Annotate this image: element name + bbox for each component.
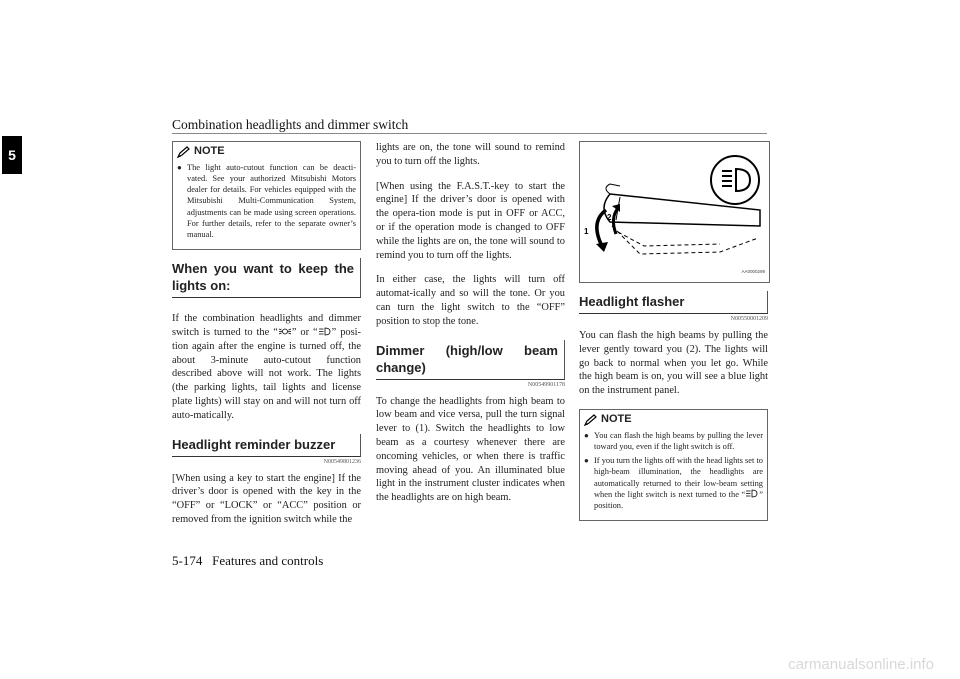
paragraph: [When using a key to start the engine] If the driver’s door is opened with the key in the “OFF” or “LOCK” or “ACC” position or removed from the ignition switch while the xyxy=(172,472,361,525)
page-footer xyxy=(172,553,323,569)
note-text: The light auto-cutout function can be deacti-vated. See your authorized Mitsubishi Motors dealer for details. For vehicles equipped with the Mitsubishi Multi-Communication System, adjustments can be made using screen operations. For further details, refer to the separate owner’s manual. xyxy=(187,162,356,240)
section-name: Features and controls xyxy=(212,553,324,568)
note-header xyxy=(584,413,763,427)
page-number: 5-174 xyxy=(172,553,203,568)
paragraph: lights are on, the tone will sound to remind you to turn off the lights. xyxy=(376,142,565,167)
section-heading: When you want to keep the lights on: xyxy=(172,258,361,298)
figure-label-1: 1 xyxy=(584,227,589,236)
note-label: NOTE xyxy=(601,412,632,425)
page-title: Combination headlights and dimmer switch xyxy=(172,117,409,132)
watermark: carmanualsonline.info xyxy=(788,656,934,673)
figure-code: AA0000299 xyxy=(741,269,765,275)
paragraph: To change the headlights from high beam to low beam and vice versa, pull the turn signal lever to (1). Switch the headlights to low beam as a courtesy whenever there are oncoming vehicles, or when there is traffic moving ahead of you. An illuminated blue light in the instrument cluster indicates when the headlights are on high beam. xyxy=(376,395,565,504)
section-code: N00550001209 xyxy=(730,316,768,322)
paragraph: You can flash the high beams by pulling the lever gently toward you (2). The lights will go back to normal when you let go. While the high beam is on, you will see a blue light on the instrument panel. xyxy=(579,330,768,397)
section-code: N00549901178 xyxy=(527,381,565,388)
column-2 xyxy=(376,141,565,516)
headlight-icon xyxy=(318,327,332,336)
column-3 xyxy=(579,141,768,529)
section-heading: Dimmer (high/low beam change) xyxy=(376,340,565,380)
note-item xyxy=(584,455,763,511)
text-span: ” position. xyxy=(594,489,763,510)
section-tab: 5 xyxy=(2,136,22,174)
note-text xyxy=(594,455,763,511)
section-code: N00549801236 xyxy=(323,458,361,465)
figure-label-2: 2 xyxy=(607,213,612,222)
bullet-icon: ● xyxy=(584,430,589,440)
pencil-note-icon xyxy=(177,146,191,158)
text-span: ” or “ xyxy=(291,327,318,339)
note-item xyxy=(584,430,763,452)
text-span: ” posi-tion again after the engine is turned off, the about 3-minute auto-cutout function described above will not work. The lights (the parking lights, tail lights and license plate lights) will stay on and will not turn off auto-matically. xyxy=(172,327,361,421)
paragraph xyxy=(172,312,361,422)
paragraph: [When using the F.A.S.T.-key to start the engine] If the driver’s door is opened with the opera-tion mode is put in OFF or ACC, or if the operation mode is changed to OFF while the lights are on, the tone will sound to remind you to turn off the lights. xyxy=(376,180,565,261)
pencil-note-icon xyxy=(584,414,598,426)
note-header xyxy=(177,145,356,159)
section-heading: Headlight flasher xyxy=(579,291,768,314)
turn-signal-lever-illustration xyxy=(580,142,769,282)
bullet-icon: ● xyxy=(584,456,589,466)
text-span: If you turn the lights off with the head lights set to high-beam illumination, the headlights are automatically returned to their low-beam setting when the light switch is next turned to the “ xyxy=(594,456,763,499)
figure-lever xyxy=(579,141,770,283)
text-span: If the combination headlights and dimmer switch is turned to the “ xyxy=(172,313,361,339)
header-rule xyxy=(172,133,767,134)
note-text: You can flash the high beams by pulling the lever toward you, even if the light switch is off. xyxy=(594,430,763,451)
column-1 xyxy=(172,141,361,527)
paragraph: In either case, the lights will turn off automat-ically and so will the tone. Or you can turn the light switch to the “OFF” position to stop the tone. xyxy=(376,274,565,327)
note-box xyxy=(579,409,768,521)
headlight-icon xyxy=(745,489,759,498)
parking-light-icon xyxy=(278,327,292,336)
note-label: NOTE xyxy=(194,145,225,157)
bullet-icon: ● xyxy=(177,162,182,172)
section-heading: Headlight reminder buzzer xyxy=(172,434,361,457)
note-box xyxy=(172,141,361,250)
note-item xyxy=(177,162,356,240)
